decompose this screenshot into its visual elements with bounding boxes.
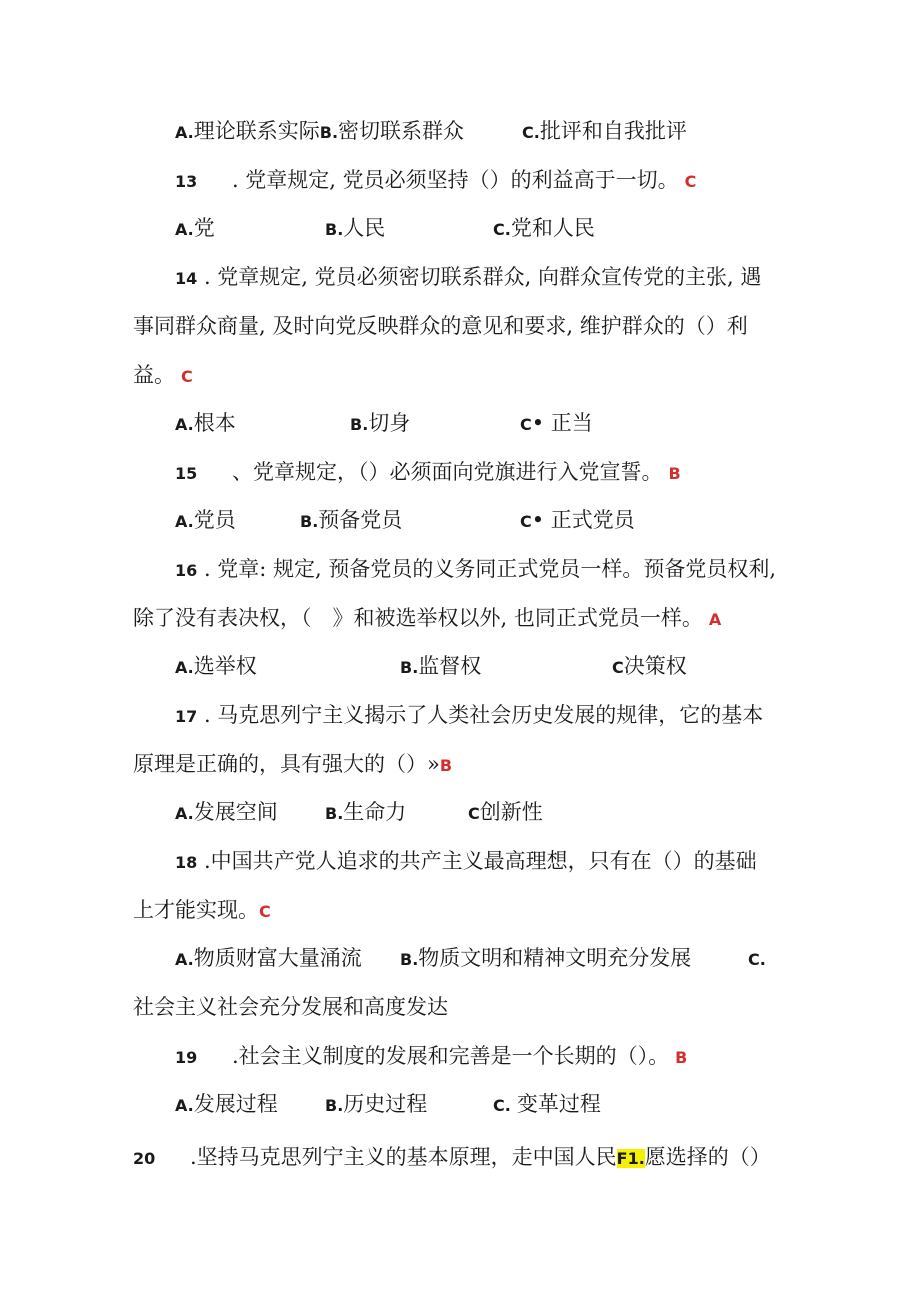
question-13 (175, 166, 696, 196)
q15-option-a (175, 506, 236, 536)
answer-key: B (668, 464, 681, 483)
q12-options (175, 117, 464, 147)
answer-key: C (181, 367, 193, 386)
q14-option-b (350, 409, 410, 439)
q18-option-c-letter (748, 944, 766, 974)
option-letter: A. (175, 950, 194, 969)
question-number: 13 (175, 172, 198, 191)
question-text: .社会主义制度的发展和完善是一个长期的（）。 (231, 1044, 670, 1068)
option-text: 党和人民 (510, 216, 595, 240)
option-letter: A. (175, 123, 194, 142)
question-text: . 党章: 规定, 预备党员的义务同正式党员一样。预备党员权利, (203, 557, 777, 581)
question-number: 19 (175, 1048, 198, 1067)
answer-key: C (684, 172, 697, 191)
answer-key: C (259, 902, 271, 921)
q14-option-c (520, 409, 593, 439)
option-text: 切身 (368, 411, 411, 435)
q16-option-b (400, 652, 481, 682)
question-18 (175, 847, 757, 877)
q19-option-b (325, 1090, 427, 1120)
q18-option-c-text (133, 993, 448, 1021)
option-letter: C (520, 512, 532, 531)
q13-option-c (493, 214, 595, 244)
question-20 (133, 1143, 771, 1173)
option-text: 党员 (193, 508, 236, 532)
answer-key: A (708, 610, 722, 629)
option-text: 生命力 (343, 800, 407, 824)
q12-option-c (522, 117, 687, 147)
question-15 (175, 458, 681, 488)
q19-option-c (493, 1090, 601, 1120)
question-14 (175, 263, 761, 293)
question-number: 14 (175, 269, 198, 288)
question-text: 愿选择的（） (644, 1145, 771, 1169)
option-text: 密切联系群众 (338, 119, 465, 143)
question-text: .中国共产党人追求的共产主义最高理想，只有在（）的基础 (203, 849, 757, 873)
option-letter: A. (175, 415, 194, 434)
option-letter: C (612, 658, 624, 677)
question-text: 原理是正确的，具有强大的（）» (133, 752, 440, 776)
q18-option-a (175, 944, 362, 974)
option-letter: A. (175, 220, 194, 239)
highlighted-mark: F1. (616, 1149, 645, 1168)
q19-option-a (175, 1090, 278, 1120)
option-text: 变革过程 (516, 1092, 601, 1116)
option-letter: C. (493, 1096, 511, 1115)
option-letter: A. (175, 658, 194, 677)
question-text: . 党章规定, 党员必须密切联系群众, 向群众宣传党的主张, 遇 (203, 265, 762, 289)
q15-option-c (520, 506, 635, 536)
question-16-line2 (133, 604, 721, 634)
option-text: 发展过程 (193, 1092, 278, 1116)
option-text: 历史过程 (343, 1092, 428, 1116)
question-number: 17 (175, 707, 198, 726)
q17-option-b (325, 798, 406, 828)
question-19 (175, 1042, 687, 1072)
option-text: 监督权 (418, 654, 482, 678)
option-text: 理论联系实际 (193, 119, 320, 143)
option-text: 发展空间 (193, 800, 278, 824)
option-text: 根本 (193, 411, 236, 435)
option-letter: C. (522, 123, 540, 142)
option-letter: C (468, 804, 480, 823)
option-letter: B. (300, 512, 319, 531)
option-text: 预备党员 (318, 508, 403, 532)
option-text: 决策权 (623, 654, 687, 678)
option-letter: B. (325, 804, 344, 823)
option-text: 选举权 (193, 654, 257, 678)
question-number: 20 (133, 1149, 156, 1168)
option-text: 物质文明和精神文明充分发展 (418, 946, 692, 970)
question-number: 15 (175, 464, 198, 483)
option-letter: B. (350, 415, 369, 434)
option-text: 党 (193, 216, 215, 240)
option-letter: B. (325, 1096, 344, 1115)
question-18-line2 (133, 896, 271, 926)
option-text: 批评和自我批评 (539, 119, 687, 143)
q18-option-b (400, 944, 691, 974)
question-text: 上才能实现。 (133, 898, 259, 922)
option-letter: C. (748, 950, 766, 969)
option-letter: B. (400, 658, 419, 677)
answer-key: B (439, 756, 453, 775)
q17-option-c (468, 798, 543, 828)
option-text: 人民 (343, 216, 386, 240)
question-17 (175, 701, 763, 731)
option-text: 社会主义社会充分发展和高度发达 (133, 995, 448, 1019)
option-text: 创新性 (479, 800, 543, 824)
question-text: 事同群众商量, 及时向党反映群众的意见和要求, 维护群众的（）利 (133, 314, 748, 338)
option-letter: B. (325, 220, 344, 239)
q16-option-c (612, 652, 687, 682)
question-number: 18 (175, 853, 198, 872)
question-14-line2 (133, 312, 748, 340)
question-text: .坚持马克思列宁主义的基本原理，走中国人民 (189, 1145, 617, 1169)
option-letter: A. (175, 512, 194, 531)
question-text: 除了没有表决权，（ 》和被选举权以外, 也同正式党员一样。 (133, 606, 703, 630)
option-letter: B. (319, 123, 339, 142)
option-text: • 正当 (531, 411, 593, 435)
option-text: • 正式党员 (531, 508, 635, 532)
question-17-line2 (133, 750, 452, 780)
question-14-line3 (133, 361, 193, 391)
q15-option-b (300, 506, 402, 536)
question-number: 16 (175, 561, 198, 580)
question-text: . 马克思列宁主义揭示了人类社会历史发展的规律，它的基本 (203, 703, 764, 727)
q16-option-a (175, 652, 257, 682)
question-text: . 党章规定, 党员必须坚持（）的利益高于一切。 (231, 168, 679, 192)
question-text: 益。 (133, 363, 175, 387)
option-letter: C (520, 415, 532, 434)
question-16 (175, 555, 776, 585)
option-letter: A. (175, 804, 194, 823)
option-letter: A. (175, 1096, 194, 1115)
option-text: 物质财富大量涌流 (193, 946, 362, 970)
answer-key: B (675, 1048, 688, 1067)
q13-option-a (175, 214, 215, 244)
q13-option-b (325, 214, 385, 244)
question-text: 、党章规定，（）必须面向党旗进行入党宣誓。 (231, 460, 663, 484)
q14-option-a (175, 409, 236, 439)
option-letter: C. (493, 220, 511, 239)
q17-option-a (175, 798, 278, 828)
option-letter: B. (400, 950, 419, 969)
